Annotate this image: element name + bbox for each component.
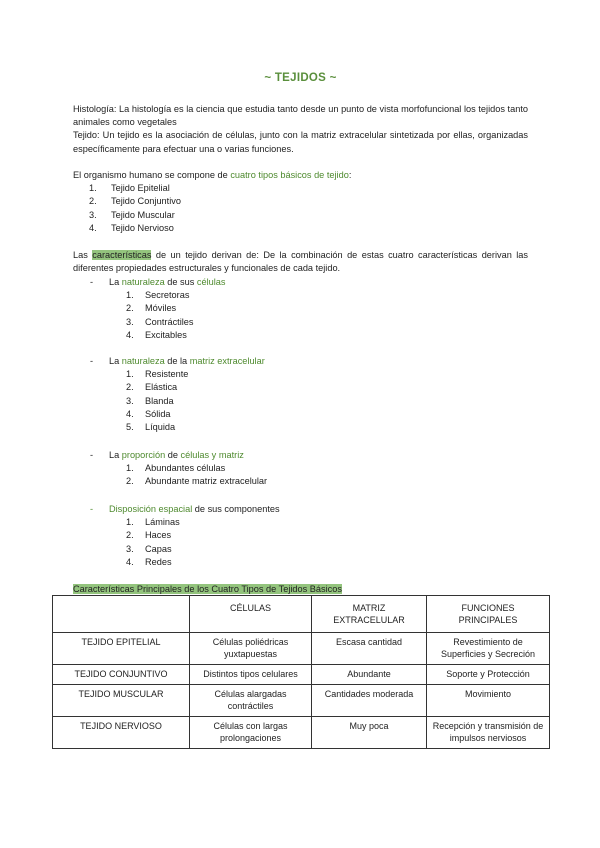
table-row xyxy=(53,717,550,749)
list-item: 4. Redes xyxy=(126,556,172,567)
table-cell: TEJIDO MUSCULAR xyxy=(53,685,190,717)
table-header-cell xyxy=(53,596,190,633)
group-heading: La naturaleza de sus células xyxy=(109,277,226,287)
tipos-lead: El organismo humano se compone de cuatro tipos básicos de tejido: xyxy=(73,170,352,180)
table-row xyxy=(53,633,550,665)
table-cell: Movimiento xyxy=(427,685,550,717)
tipos-list xyxy=(73,182,528,235)
list-item: 1. Tejido Epitelial xyxy=(89,183,170,194)
list-item: 1. Secretoras xyxy=(126,290,190,301)
table-cell: TEJIDO CONJUNTIVO xyxy=(53,665,190,685)
list-item: 1. Láminas xyxy=(126,517,180,528)
list-item: 3. Tejido Muscular xyxy=(89,209,175,220)
table-cell: Abundante xyxy=(312,665,427,685)
table-cell: Distintos tipos celulares xyxy=(190,665,312,685)
group-heading: La proporción de células y matriz xyxy=(109,450,244,460)
table-cell: Soporte y Protección xyxy=(427,665,550,685)
table-cell: Escasa cantidad xyxy=(312,633,427,665)
page-title: ~ TEJIDOS ~ xyxy=(264,72,337,84)
caracteristicas-highlight: características xyxy=(92,250,152,260)
intro-section xyxy=(73,103,528,156)
table-cell: TEJIDO EPITELIAL xyxy=(53,633,190,665)
list-item: 4. Sólida xyxy=(126,408,171,419)
table-cell: TEJIDO NERVIOSO xyxy=(53,717,190,749)
group-celulas: - La naturaleza de sus células 1. Secretoras 2. Móviles 3. Contráctiles 4. Excitables xyxy=(73,276,528,342)
table-cell: Muy poca xyxy=(312,717,427,749)
table-cell: Células poliédricas yuxtapuestas xyxy=(190,633,312,665)
list-item: 2. Tejido Conjuntivo xyxy=(89,196,181,207)
list-item: 2. Haces xyxy=(126,530,172,541)
table-cell: Cantidades moderada xyxy=(312,685,427,717)
table-header-cell: CÉLULAS xyxy=(190,596,312,633)
table-cell: Células con largas prolongaciones xyxy=(190,717,312,749)
table-caption: Características Principales de los Cuatro Tipos de Tejidos Básicos xyxy=(73,584,342,594)
tipos-lead-green: cuatro tipos básicos de tejido xyxy=(230,170,349,180)
list-item: 3. Capas xyxy=(126,543,172,554)
group-matriz: - La naturaleza de la matriz extracelular 1. Resistente 2. Elástica 3. Blanda 4. Sólida 5. Líquida xyxy=(73,355,528,434)
table-header-cell: MATRIZ EXTRACELULAR xyxy=(312,596,427,633)
group-proporcion: - La proporción de células y matriz 1. Abundantes células 2. Abundante matriz extracelular xyxy=(73,449,528,489)
list-item: 4. Tejido Nervioso xyxy=(89,222,174,233)
tipos-section xyxy=(73,169,528,235)
list-item: 2. Elástica xyxy=(126,382,178,393)
list-item: 3. Contráctiles xyxy=(126,316,194,327)
list-item: 2. Abundante matriz extracelular xyxy=(126,476,268,487)
list-item: 4. Excitables xyxy=(126,329,187,340)
table-cell: Recepción y transmisión de impulsos nerviosos xyxy=(427,717,550,749)
group-heading: La naturaleza de la matriz extracelular xyxy=(109,356,265,366)
table-header-row xyxy=(53,596,550,633)
tejido-definition: Tejido: Un tejido es la asociación de células, junto con la matriz extracelular sintetizada por ellas, organizadas específicamente para efectuar una o varias funciones. xyxy=(73,130,528,154)
group-heading: Disposición espacial de sus componentes xyxy=(109,504,280,514)
tejidos-table xyxy=(52,595,550,749)
list-item: 1. Resistente xyxy=(126,369,189,380)
list-item: 3. Blanda xyxy=(126,395,174,406)
list-item: 5. Líquida xyxy=(126,422,176,433)
caracteristicas-paragraph: Las características de un tejido derivan de: De la combinación de estas cuatro características derivan las diferentes propiedades estructurales y funcionales de cada tejido. xyxy=(73,250,528,274)
table-cell: Células alargadas contráctiles xyxy=(190,685,312,717)
table-cell: Revestimiento de Superficies y Secreción xyxy=(427,633,550,665)
list-item: 2. Móviles xyxy=(126,303,177,314)
table-row xyxy=(53,685,550,717)
histologia-definition: Histología: La histología es la ciencia que estudia tanto desde un punto de vista morfofuncional los tejidos tanto animales como vegetales xyxy=(73,104,528,128)
table-row xyxy=(53,665,550,685)
list-item: 1. Abundantes células xyxy=(126,463,226,474)
group-disposicion: - Disposición espacial de sus componentes 1. Láminas 2. Haces 3. Capas 4. Redes xyxy=(73,503,528,569)
table-header-cell: FUNCIONES PRINCIPALES xyxy=(427,596,550,633)
